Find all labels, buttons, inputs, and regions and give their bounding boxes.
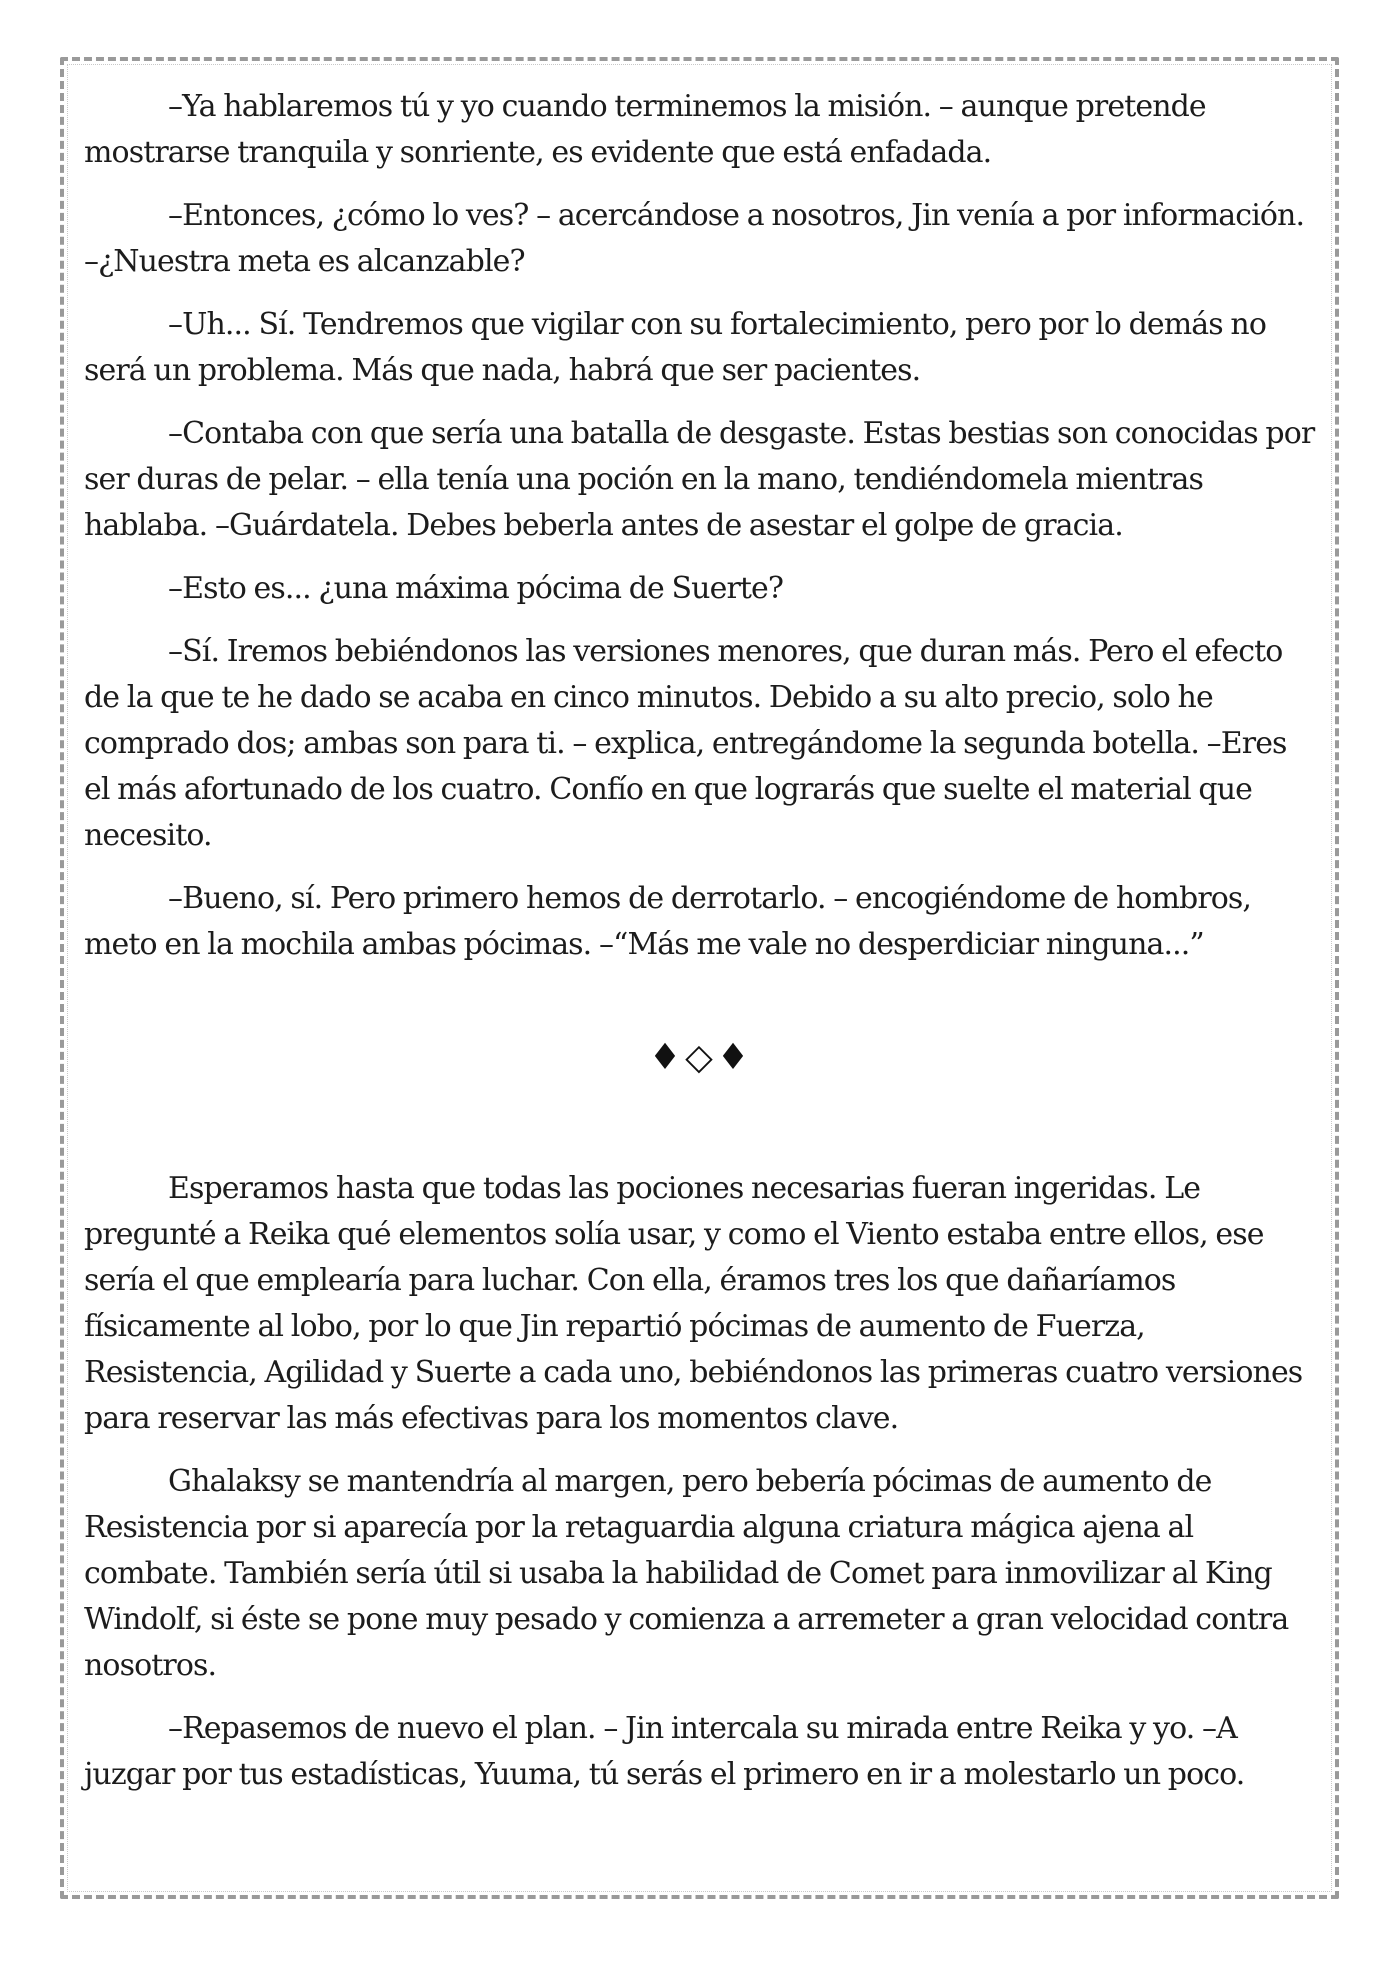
document-body (84, 84, 1318, 1815)
paragraph: –Bueno, sí. Pero primero hemos de derrotarlo. – encogiéndome de hombros, meto en la mochila ambas pócimas. –“Más me vale no desperdiciar ninguna...” (84, 881, 1252, 962)
paragraph: –Ya hablaremos tú y yo cuando terminemos la misión. – aunque pretende mostrarse tranquila y sonriente, es evidente que está enfadada. (84, 89, 1206, 170)
paragraph: –Entonces, ¿cómo lo ves? – acercándose a nosotros, Jin venía a por información. –¿Nuestra meta es alcanzable? (84, 198, 1305, 279)
paragraph: Ghalaksy se mantendría al margen, pero bebería pócimas de aumento de Resistencia por si aparecía por la retaguardia alguna criatura mágica ajena al combate. También sería útil si usaba la habilidad de Comet para inmovilizar al King Windolf, si éste se pone muy pesado y comienza a arremeter a gran velocidad contra nosotros. (84, 1464, 1289, 1683)
paragraph: Esperamos hasta que todas las pociones necesarias fueran ingeridas. Le pregunté a Reika qué elementos solía usar, y como el Viento estaba entre ellos, ese sería el que emplearía para luchar. Con ella, éramos tres los que dañaríamos físicamente al lobo, por lo que Jin repartió pócimas de aumento de Fuerza, Resistencia, Agilidad y Suerte a cada uno, bebiéndonos las primeras cuatro versiones para reservar las más efectivas para los momentos clave. (84, 1171, 1303, 1436)
paragraph: –Contaba con que sería una batalla de desgaste. Estas bestias son conocidas por ser duras de pelar. – ella tenía una poción en la mano, tendiéndomela mientras hablaba. –Guárdatela. Debes beberla antes de asestar el golpe de gracia. (84, 416, 1315, 543)
paragraph: –Esto es... ¿una máxima pócima de Suerte? (168, 571, 784, 606)
scene-break-diamonds-icon: ♦◇♦ (648, 1037, 754, 1078)
paragraph: –Repasemos de nuevo el plan. – Jin intercala su mirada entre Reika y yo. –A juzgar por tus estadísticas, Yuuma, tú serás el primero en ir a molestarlo un poco. (84, 1711, 1245, 1792)
paragraph: –Sí. Iremos bebiéndonos las versiones menores, que duran más. Pero el efecto de la que te he dado se acaba en cinco minutos. Debido a su alto precio, solo he comprado dos; ambas son para ti. – explica, entregándome la segunda botella. –Eres el más afortunado de los cuatro. Confío en que lograrás que suelte el material que necesito. (84, 634, 1287, 853)
paragraph: –Uh... Sí. Tendremos que vigilar con su fortalecimiento, pero por lo demás no será un problema. Más que nada, habrá que ser pacientes. (84, 307, 1266, 388)
